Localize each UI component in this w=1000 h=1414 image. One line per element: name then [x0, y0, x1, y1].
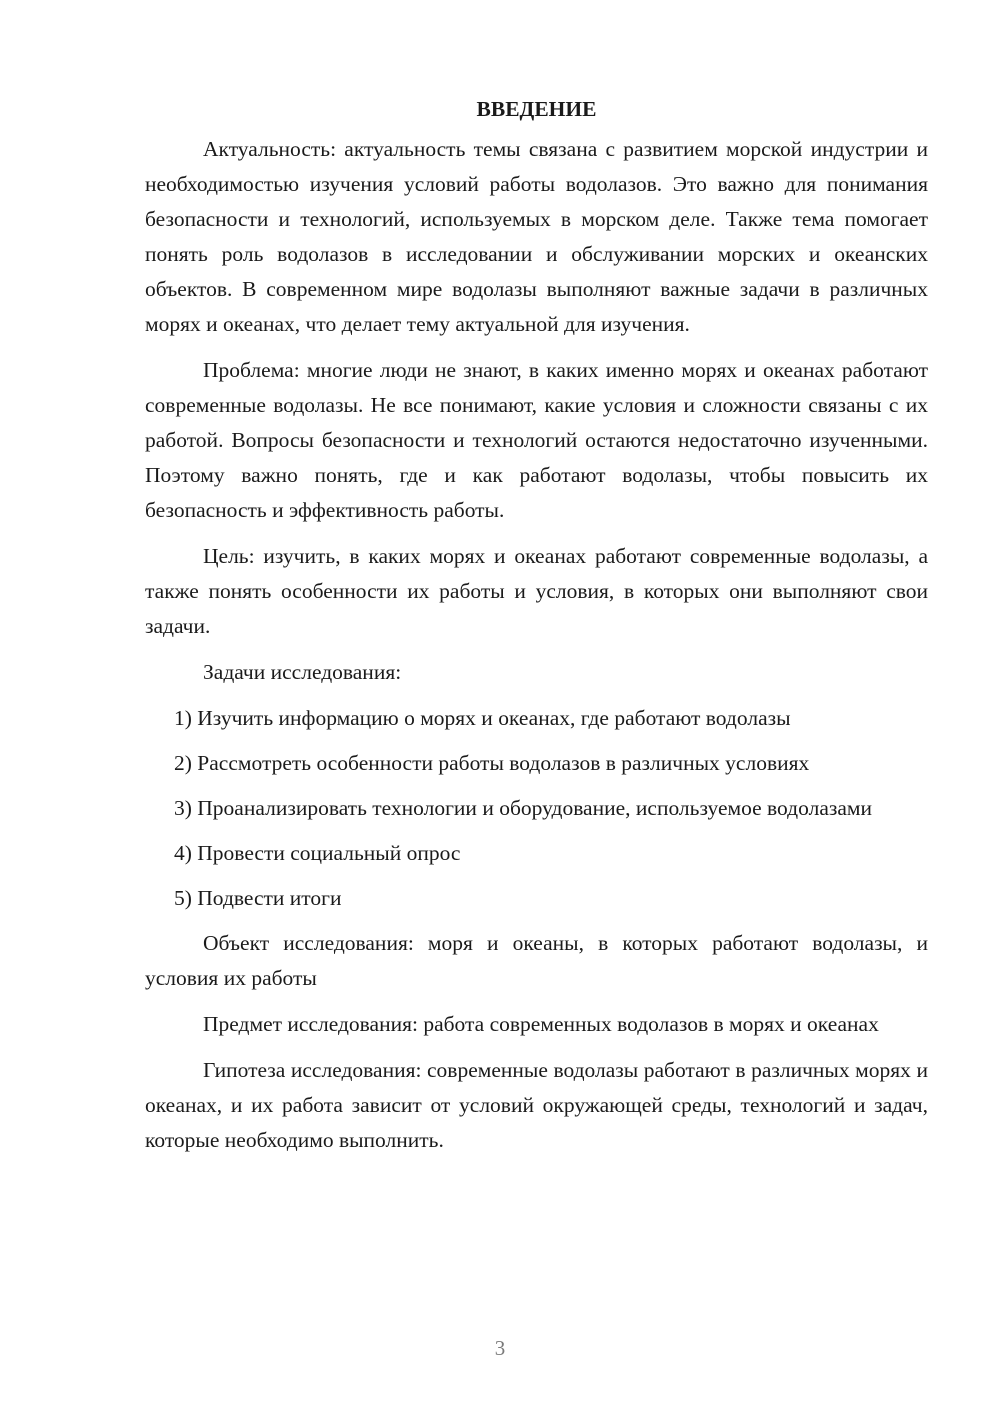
list-item: 1) Изучить информацию о морях и океанах, где работают водолазы [174, 706, 791, 730]
page-number: 3 [494, 1336, 506, 1360]
tasks-list [145, 701, 928, 916]
paragraph-subject: Предмет исследования: работа современных водолазов в морях и океанах [203, 1012, 879, 1036]
list-item: 2) Рассмотреть особенности работы водолазов в различных условиях [174, 751, 810, 775]
paragraph-object: Объект исследования: моря и океаны, в которых работают водолазы, и условия их работы [145, 931, 928, 990]
list-item: 4) Провести социальный опрос [174, 841, 461, 865]
page-title: ВВЕДЕНИЕ [476, 97, 597, 121]
paragraph-problem: Проблема: многие люди не знают, в каких именно морях и океанах работают современные водолазы. Не все понимают, какие условия и сложности связаны с их работой. Вопросы безопасности и технологий остаются недостаточно изученными. Поэтому важно понять, где и как работают водолазы, чтобы повысить их безопасность и эффективность работы. [145, 358, 928, 522]
paragraph-goal: Цель: изучить, в каких морях и океанах работают современные водолазы, а также понять особенности их работы и условия, в которых они выполняют свои задачи. [145, 544, 928, 638]
paragraph-hypothesis: Гипотеза исследования: современные водолазы работают в различных морях и океанах, и их работа зависит от условий окружающей среды, технологий и задач, которые необходимо выполнить. [145, 1058, 928, 1152]
list-item: 5) Подвести итоги [174, 886, 342, 910]
tasks-heading: Задачи исследования: [203, 660, 402, 684]
document-page [145, 92, 928, 1169]
paragraph-relevance: Актуальность: актуальность темы связана с развитием морской индустрии и необходимостью изучения условий работы водолазов. Это важно для понимания безопасности и технологий, используемых в морском деле. Также тема помогает понять роль водолазов в исследовании и обслуживании морских и океанских объектов. В современном мире водолазы выполняют важные задачи в различных морях и океанах, что делает тему актуальной для изучения. [145, 137, 928, 336]
list-item: 3) Проанализировать технологии и оборудование, используемое водолазами [174, 796, 873, 820]
